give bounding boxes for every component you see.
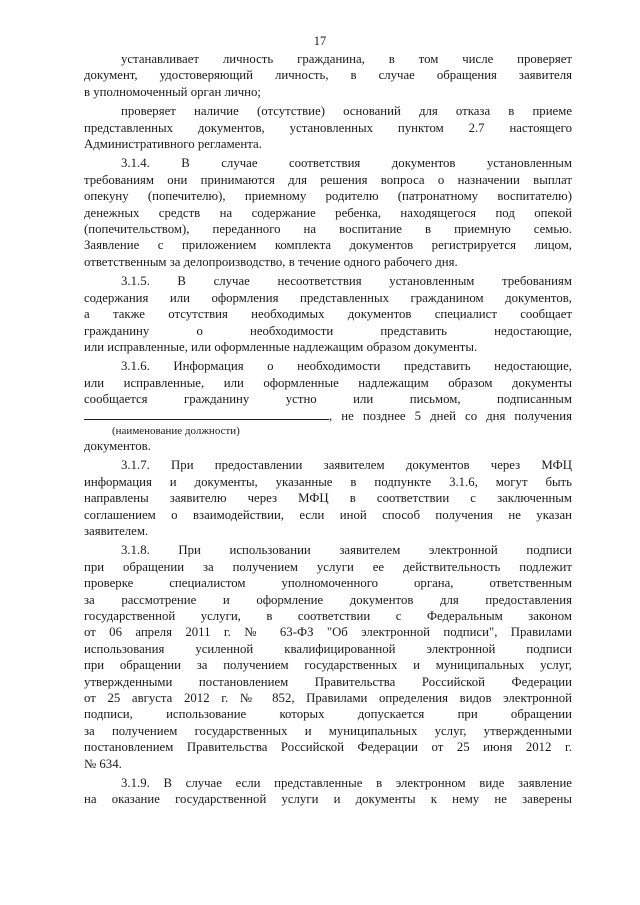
text-line: от 06 апреля 2011 г. № 63-ФЗ "Об электронной подписи", Правилами [84, 625, 572, 640]
paragraph-3-1-9 [84, 775, 572, 808]
text-line: соглашением о взаимодействии, если иной способ получения не указан [84, 507, 572, 522]
text-line: , не позднее 5 дней со дня получения [329, 408, 572, 423]
text-line: денежных средств на содержание ребенка, находящегося под опекой [84, 205, 572, 220]
text-line: использования усиленной квалифицированной электронной подписи [84, 641, 572, 656]
text-line: требованиям они принимаются для решения вопроса о назначении выплат [84, 172, 572, 187]
text-line: заявителем. [84, 523, 149, 538]
text-line: проверке специалистом уполномоченного органа, ответственным [84, 576, 572, 591]
text-line: подписи, использование которых допускается при обращении [84, 707, 572, 722]
signature-line-row [84, 408, 572, 424]
text-line: ответственным за делопроизводство, в течение одного рабочего дня. [84, 254, 458, 269]
paragraph-3-1-5 [84, 273, 572, 355]
position-caption: (наименование должности) [112, 424, 240, 437]
paragraph-identity-check [84, 51, 572, 100]
text-line: устанавливает личность гражданина, в том числе проверяет [121, 52, 572, 66]
document-body [84, 51, 572, 808]
text-line: или исправленные, или оформленные надлежащим образом документы. [84, 339, 478, 354]
text-line: от 25 августа 2012 г. № 852, Правилами определения видов электронной [84, 691, 572, 706]
text-line: а также отсутствия необходимых документов специалист сообщает [84, 307, 572, 322]
text-line: за рассмотрение и оформление документов для предоставления [84, 592, 572, 607]
text-line: информация и документы, указанные в подпункте 3.1.6, могут быть [84, 474, 572, 489]
text-line: в уполномоченный орган лично; [84, 84, 261, 99]
text-line: 3.1.4. В случае соответствия документов установленным [121, 156, 572, 171]
page-number: 17 [313, 34, 327, 48]
text-line: государственной услуги, в соответствии с Федеральным законом [84, 609, 572, 623]
text-line: содержания или оформления представленных гражданином документов, [84, 290, 572, 305]
text-line: постановлением Правительства Российской Федерации от 25 июня 2012 г. [84, 740, 572, 755]
paragraph-3-1-8 [84, 542, 572, 772]
text-line: проверяет наличие (отсутствие) оснований для отказа в приеме [121, 104, 572, 119]
text-line: 3.1.9. В случае если представленные в электронном виде заявление [121, 776, 572, 791]
text-line: опекуну (попечителю), приемному родителю (патронатному воспитателю) [84, 189, 572, 204]
paragraph-3-1-6 [84, 358, 572, 454]
paragraph-3-1-4 [84, 155, 572, 270]
text-line: 3.1.5. В случае несоответствия установленным требованиям [121, 274, 572, 289]
text-line: или исправленные, или оформленные надлежащим образом документы [84, 375, 572, 390]
paragraph-grounds-check [84, 103, 572, 152]
text-line: документов. [84, 438, 151, 453]
text-line: 3.1.6. Информация о необходимости представить недостающие, [121, 359, 572, 374]
text-line: 3.1.8. При использовании заявителем электронной подписи [121, 543, 572, 558]
text-line: Административного регламента. [84, 137, 262, 152]
paragraph-3-1-7 [84, 457, 572, 539]
text-line: (попечительством), переданного на воспитание в приемную семью. [84, 222, 572, 237]
text-line: представленных документов, установленных пунктом 2.7 настоящего [84, 120, 572, 135]
text-line: на оказание государственной услуги и документы к нему не заверены [84, 792, 572, 807]
text-line: № 634. [84, 756, 122, 771]
position-blank-line [84, 408, 329, 420]
text-line: гражданину о необходимости представить недостающие, [84, 323, 572, 338]
text-line: при обращении за получением государственных и муниципальных услуг, [84, 658, 572, 673]
text-line: 3.1.7. При предоставлении заявителем документов через МФЦ [121, 458, 572, 473]
text-line: утвержденными постановлением Правительства Российской Федерации [84, 674, 572, 689]
text-line: Заявление с приложением комплекта документов регистрируется лицом, [84, 238, 572, 253]
text-line: направлены заявителю через МФЦ в соответствии с заключенным [84, 491, 572, 506]
text-line: при обращении за получением услуги ее действительность подлежит [84, 559, 572, 574]
text-line: документ, удостоверяющий личность, в случае обращения заявителя [84, 68, 572, 83]
text-line: сообщается гражданину устно или письмом, подписанным [84, 392, 572, 407]
text-line: за получением государственных и муниципальных услуг, утвержденными [84, 723, 572, 738]
